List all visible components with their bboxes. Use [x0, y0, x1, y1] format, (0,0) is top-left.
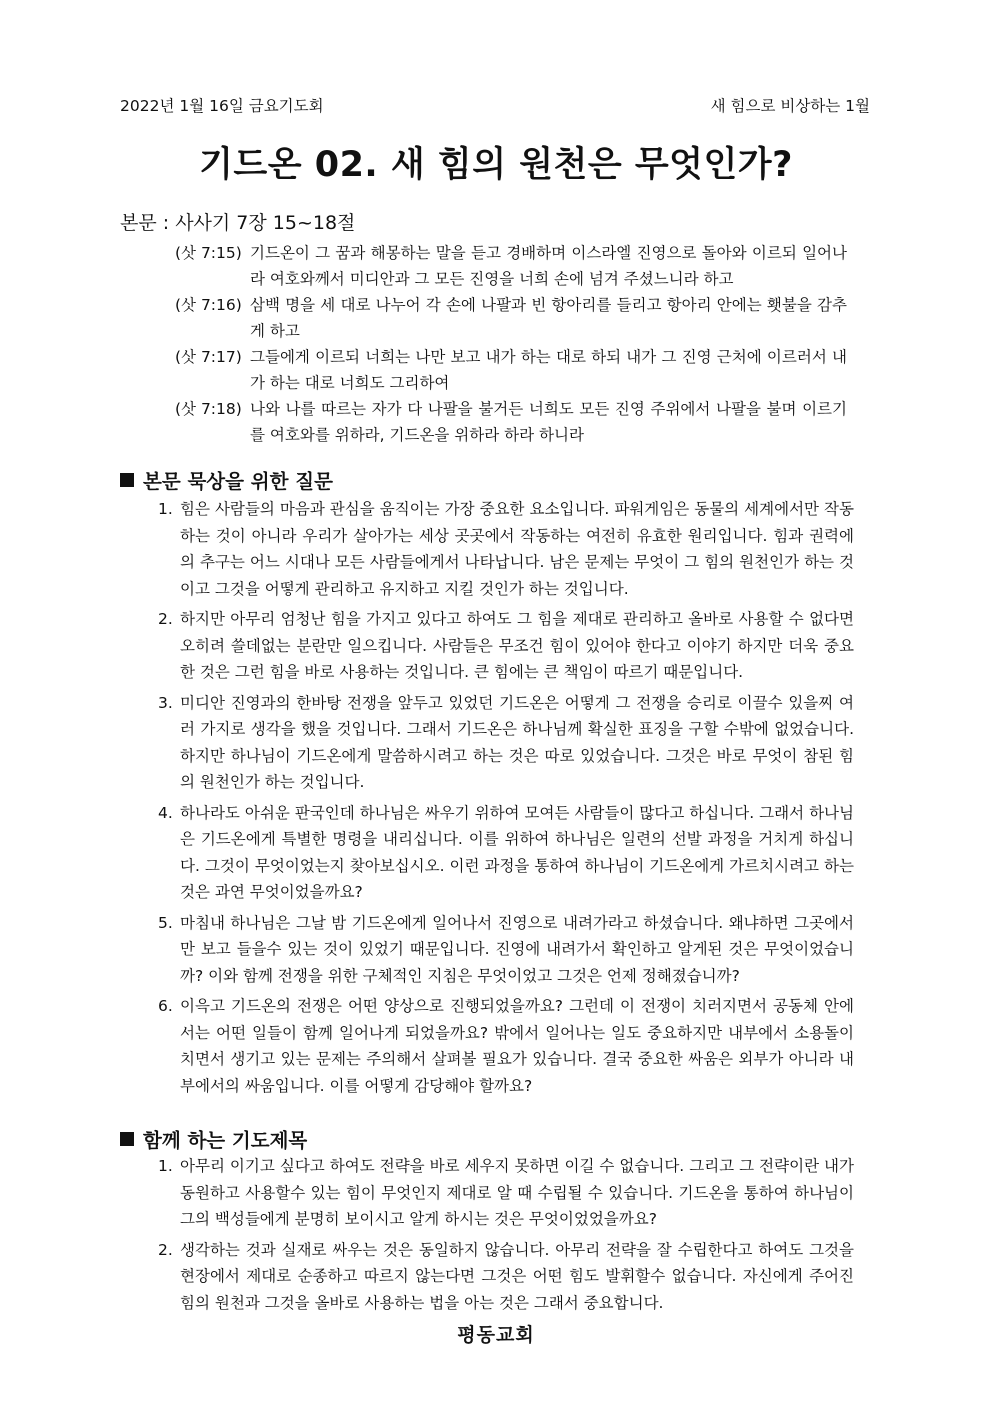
item-text: 힘은 사람들의 마음과 관심을 움직이는 가장 중요한 요소입니다. 파워게임은 동물의 세계에서만 작동하는 것이 아니라 우리가 살아가는 세상 곳곳에서 작동하는 여전히 유효한 원리입니다. 힘과 권력에의 추구는 어느 시대나 모든 사람들에게서 나타납니다. 남은 문제는 무엇이 그 힘의 원천인가 하는 것이고 그것을 어떻게 관리하고 유지하고 지킬 것인가 하는 것입니다.: [180, 500, 854, 598]
header-date: 2022년 1월 16일 금요기도회: [120, 97, 324, 115]
item-number: 2.: [158, 610, 173, 628]
item-text: 하나라도 아쉬운 판국인데 하나님은 싸우기 위하여 모여든 사람들이 많다고 하십니다. 그래서 하나님은 기드온에게 특별한 명령을 내리십니다. 이를 위하여 하나님은 일련의 선발 과정을 거치게 하십니다. 그것이 무엇이었는지 찾아보십시오. 이런 과정을 통하여 하나님이 기드온에게 가르치시려고 하는 것은 과연 무엇이었을까요?: [180, 803, 854, 901]
square-bullet-icon: [120, 1132, 134, 1146]
header-series: 새 힘으로 비상하는 1월: [710, 97, 870, 115]
meditation-question-list: [158, 496, 854, 1103]
church-name-footer: 평동교회: [457, 1324, 535, 1346]
item-number: 1.: [158, 500, 173, 518]
item-text: 아무리 이기고 싶다고 하여도 전략을 바로 세우지 못하면 이길 수 없습니다. 그리고 그 전략이란 내가 동원하고 사용할수 있는 힘이 무엇인지 제대로 알 때 수립될 수 있습니다. 기드온을 통하여 하나님이 그의 백성들에게 분명히 보이시고 알게 하시는 것은 무엇이었었을까요?: [180, 1157, 854, 1228]
item-number: 4.: [158, 803, 173, 822]
item-number: 3.: [158, 693, 173, 712]
item-text: 생각하는 것과 실재로 싸우는 것은 동일하지 않습니다. 아무리 전략을 잘 수립한다고 하여도 그것을 현장에서 제대로 순종하고 따르지 않는다면 그것은 어떤 힘도 발휘할수 없습니다. 자신에게 주어진 힘의 원천과 그것을 올바로 사용하는 법을 아는 것은 그래서 중요합니다.: [180, 1240, 854, 1312]
scripture-reference: 본문 : 사사기 7장 15~18절: [120, 212, 356, 234]
item-number: 1.: [158, 1157, 173, 1175]
verse-text: 그들에게 이르되 너희는 나만 보고 내가 하는 대로 하되 내가 그 진영 근처에 이르러서 내가 하는 대로 너희도 그리하여: [250, 348, 847, 392]
verse: [175, 240, 847, 292]
page-title: 기드온 02. 새 힘의 원천은 무엇인가?: [199, 145, 793, 185]
verse-text: 삼백 명을 세 대로 나누어 각 손에 나팔과 빈 항아리를 들리고 항아리 안에는 횃불을 감추게 하고: [250, 296, 847, 340]
verse-ref: (삿 7:15): [175, 244, 242, 262]
square-bullet-icon: [120, 473, 134, 487]
prayer-topic-list: [158, 1153, 854, 1320]
list-item: [158, 606, 854, 686]
item-text: 이윽고 기드온의 전쟁은 어떤 양상으로 진행되었을까요? 그런데 이 전쟁이 치러지면서 공동체 안에서는 어떤 일들이 함께 일어나게 되었을까요? 밖에서 일어나는 일도 중요하지만 내부에서 소용돌이 치면서 생기고 있는 문제는 주의해서 살펴볼 필요가 있습니다. 결국 중요한 싸움은 외부가 아니라 내부에서의 싸움입니다. 이를 어떻게 감당해야 할까요?: [180, 997, 854, 1095]
list-item: [158, 496, 854, 602]
verse: [175, 292, 847, 344]
item-text: 마침내 하나님은 그날 밤 기드온에게 일어나서 진영으로 내려가라고 하셨습니다. 왜냐하면 그곳에서만 보고 들을수 있는 것이 있었기 때문입니다. 진영에 내려가서 확인하고 알게된 것은 무엇이었습니까? 이와 함께 전쟁을 위한 구체적인 지침은 무엇이었고 그것은 언제 정해졌습니까?: [180, 913, 854, 985]
list-item: [158, 993, 854, 1099]
list-item: [158, 1153, 854, 1233]
page-header: [120, 94, 870, 118]
verse-ref: (삿 7:16): [175, 296, 242, 314]
verse-text: 기드온이 그 꿈과 해몽하는 말을 듣고 경배하며 이스라엘 진영으로 돌아와 이르되 일어나라 여호와께서 미디안과 그 모든 진영을 너희 손에 넘겨 주셨느니라 하고: [250, 244, 847, 288]
verse-ref: (삿 7:18): [175, 400, 242, 418]
item-number: 5.: [158, 913, 173, 932]
item-number: 6.: [158, 997, 173, 1015]
scripture-verses: [175, 240, 847, 448]
item-text: 미디안 진영과의 한바탕 전쟁을 앞두고 있었던 기드온은 어떻게 그 전쟁을 승리로 이끌수 있을찌 여러 가지로 생각을 했을 것입니다. 그래서 기드온은 하나님께 확실한 표징을 구할 수밖에 없었습니다. 하지만 하나님이 기드온에게 말씀하시려고 하는 것은 따로 있었습니다. 그것은 바로 무엇이 참된 힘의 원천인가 하는 것입니다.: [180, 693, 854, 791]
section-heading-text: 본문 묵상을 위한 질문: [143, 470, 333, 493]
item-text: 하지만 아무리 엄청난 힘을 가지고 있다고 하여도 그 힘을 제대로 관리하고 올바로 사용할 수 없다면 오히려 쓸데없는 분란만 일으킵니다. 사람들은 무조건 힘이 있어야 한다고 이야기 하지만 더욱 중요한 것은 그런 힘을 바로 사용하는 것입니다. 큰 힘에는 큰 책임이 따르기 때문입니다.: [180, 610, 854, 681]
verse: [175, 344, 847, 396]
item-number: 2.: [158, 1240, 173, 1259]
verse-ref: (삿 7:17): [175, 348, 242, 366]
section-heading-meditation: [120, 466, 333, 494]
list-item: [158, 1237, 854, 1317]
list-item: [158, 690, 854, 796]
verse-text: 나와 나를 따르는 자가 다 나팔을 불거든 너희도 모든 진영 주위에서 나팔을 불며 이르기를 여호와를 위하라, 기드온을 위하라 하라 하니라: [250, 400, 847, 444]
section-heading-prayer: [120, 1125, 307, 1153]
list-item: [158, 800, 854, 906]
section-heading-text: 함께 하는 기도제목: [143, 1129, 308, 1152]
list-item: [158, 910, 854, 990]
verse: [175, 396, 847, 448]
